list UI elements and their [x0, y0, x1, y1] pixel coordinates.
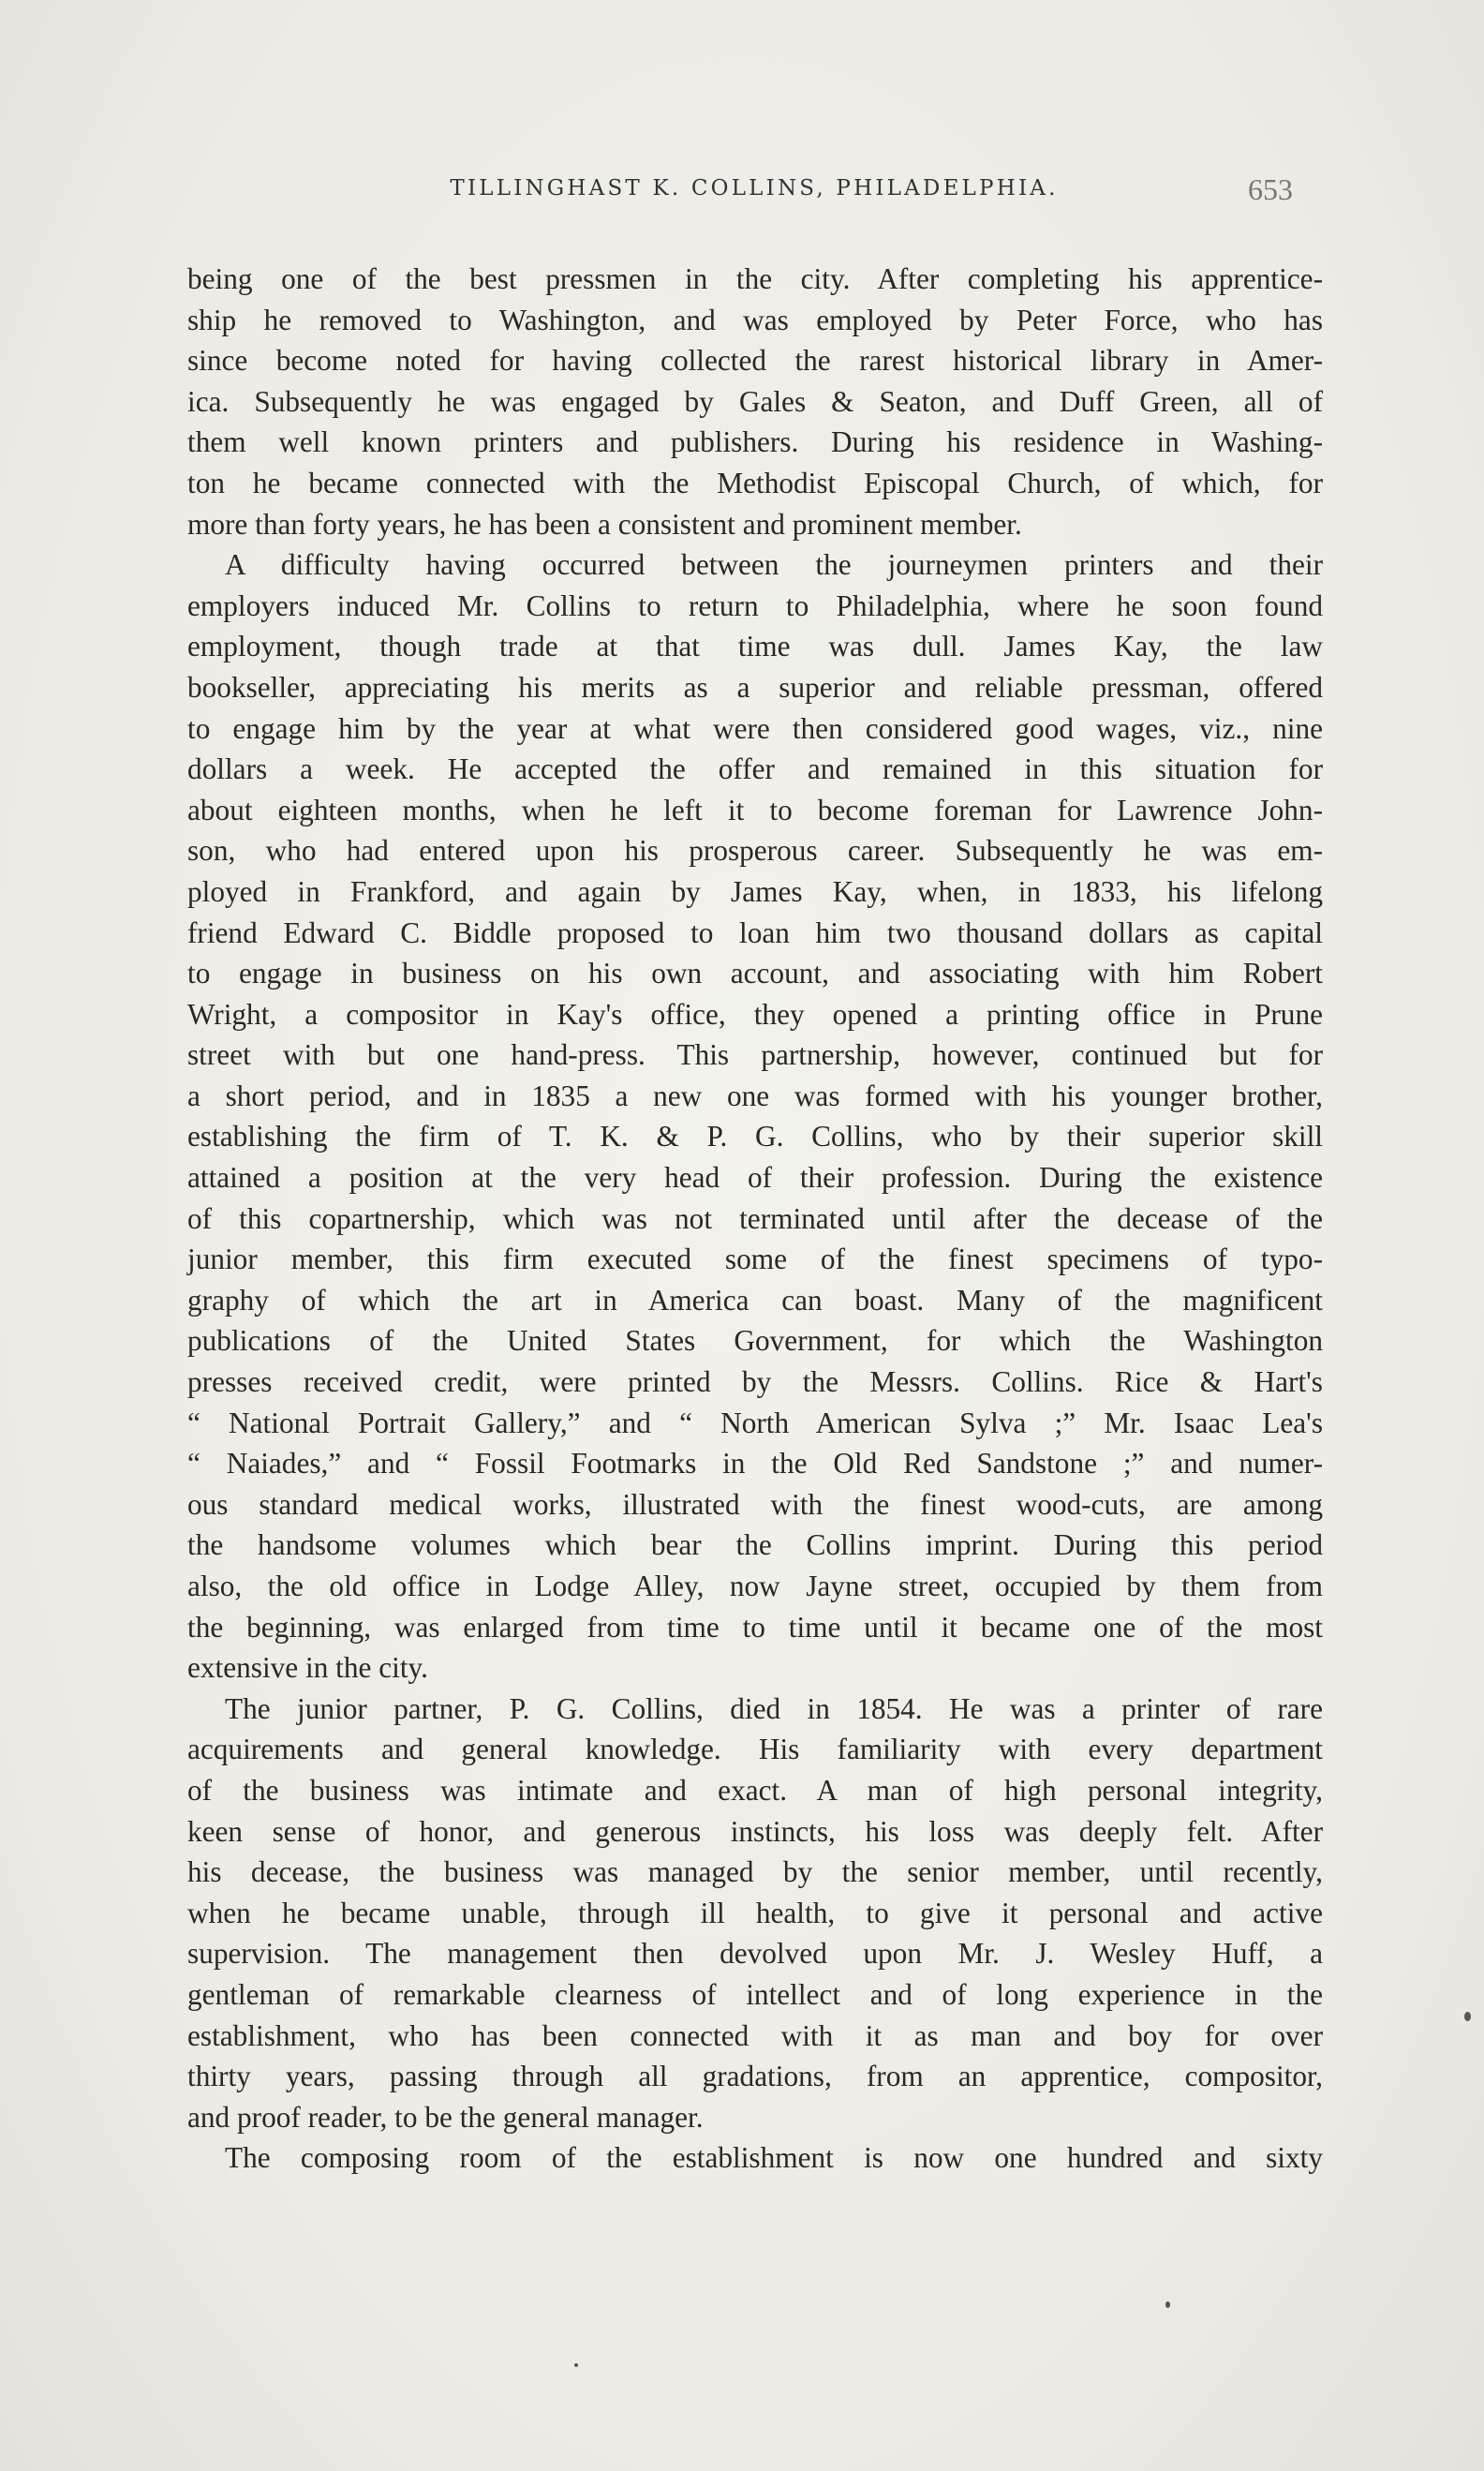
text-line: “ National Portrait Gallery,” and “ North American Sylva ;” Mr. Isaac Lea's	[187, 1406, 1323, 1439]
text-line: when he became unable, through ill health, to give it personal and active	[187, 1896, 1323, 1929]
text-line: ous standard medical works, illustrated with the finest wood-cuts, are among	[187, 1487, 1323, 1521]
text-line: ton he became connected with the Methodist Episcopal Church, of which, for	[187, 466, 1323, 499]
text-line: establishing the firm of T. K. & P. G. Collins, who by their superior skill	[187, 1120, 1323, 1154]
text-line: thirty years, passing through all gradations, from an apprentice, compositor,	[187, 2060, 1323, 2093]
text-line: also, the old office in Lodge Alley, now Jayne street, occupied by them from	[187, 1570, 1323, 1602]
text-line: attained a position at the very head of their profession. During the existence	[187, 1161, 1323, 1195]
text-line: ship he removed to Washington, and was employed by Peter Force, who has	[187, 303, 1323, 336]
text-line: acquirements and general knowledge. His familiarity with every department	[187, 1733, 1323, 1766]
running-header	[187, 172, 1321, 214]
text-line: “ Naiades,” and “ Fossil Footmarks in the Old Red Sandstone ;” and numer-	[187, 1447, 1323, 1481]
text-line: friend Edward C. Biddle proposed to loan him two thousand dollars as capital	[187, 915, 1323, 949]
text-line: more than forty years, he has been a consistent and prominent member.	[187, 507, 1022, 541]
text-line: the handsome volumes which bear the Collins imprint. During this period	[187, 1528, 1323, 1562]
text-line: employers induced Mr. Collins to return to Philadelphia, where he soon found	[187, 588, 1323, 622]
text-line: dollars a week. He accepted the offer and remained in this situation for	[187, 752, 1323, 786]
text-line: them well known printers and publishers. During his residence in Washing-	[187, 425, 1323, 459]
text-line: presses received credit, were printed by the Messrs. Collins. Rice & Hart's	[187, 1365, 1323, 1399]
text-line: a short period, and in 1835 a new one was formed with his younger brother,	[187, 1079, 1323, 1112]
text-line: The composing room of the establishment is now one hundred and sixty	[225, 2141, 1323, 2175]
text-line: ployed in Frankford, and again by James Kay, when, in 1833, his lifelong	[187, 874, 1323, 908]
text-line: supervision. The management then devolved upon Mr. J. Wesley Huff, a	[187, 1937, 1323, 1971]
text-line: being one of the best pressmen in the city. After completing his apprentice-	[187, 262, 1323, 295]
text-line: publications of the United States Government, for which the Washington	[187, 1324, 1323, 1358]
text-line: keen sense of honor, and generous instincts, his loss was deeply felt. After	[187, 1814, 1323, 1848]
text-line: Wright, a compositor in Kay's office, they opened a printing office in Prune	[187, 997, 1323, 1031]
text-line: and proof reader, to be the general manager.	[187, 2100, 704, 2134]
running-title: TILLINGHAST K. COLLINS, PHILADELPHIA.	[450, 176, 1059, 201]
text-line: street with but one hand-press. This partnership, however, continued but for	[187, 1038, 1323, 1072]
paragraph-3	[187, 1689, 1323, 2138]
text-line: A difficulty having occurred between the journeymen printers and their	[225, 548, 1323, 582]
text-line: about eighteen months, when he left it to become foreman for Lawrence John-	[187, 793, 1323, 826]
text-line: the beginning, was enlarged from time to time until it became one of the most	[187, 1610, 1323, 1644]
margin-speck	[574, 2363, 578, 2367]
text-line: since become noted for having collected the rarest historical library in Amer-	[187, 344, 1323, 378]
text-line: son, who had entered upon his prosperous career. Subsequently he was em-	[187, 834, 1323, 868]
body-text	[187, 259, 1323, 2179]
paragraph-4	[187, 2137, 1323, 2179]
text-line: establishment, who has been connected with it as man and boy for over	[187, 2018, 1323, 2052]
text-line: graphy of which the art in America can boast. Many of the magnificent	[187, 1283, 1323, 1317]
margin-speck	[1165, 2301, 1170, 2308]
paragraph-1	[187, 259, 1323, 544]
text-line: his decease, the business was managed by the senior member, until recently,	[187, 1855, 1323, 1889]
text-line: ica. Subsequently he was engaged by Gales & Seaton, and Duff Green, all of	[187, 384, 1323, 418]
paragraph-2	[187, 544, 1323, 1689]
page-number: 653	[1248, 172, 1293, 206]
text-line: extensive in the city.	[187, 1651, 428, 1685]
text-line: to engage in business on his own account, and associating with him Robert	[187, 957, 1323, 990]
text-line: gentleman of remarkable clearness of intellect and of long experience in the	[187, 1977, 1323, 2011]
text-line: of this copartnership, which was not terminated until after the decease of the	[187, 1201, 1323, 1235]
text-line: employment, though trade at that time was dull. James Kay, the law	[187, 630, 1323, 663]
margin-speck	[1464, 2012, 1471, 2021]
text-line: of the business was intimate and exact. A man of high personal integrity,	[187, 1773, 1323, 1807]
text-line: bookseller, appreciating his merits as a superior and reliable pressman, offered	[187, 670, 1323, 704]
text-line: junior member, this firm executed some of the finest specimens of typo-	[187, 1243, 1323, 1276]
text-line: The junior partner, P. G. Collins, died in 1854. He was a printer of rare	[225, 1691, 1323, 1725]
text-line: to engage him by the year at what were then considered good wages, viz., nine	[187, 711, 1323, 745]
